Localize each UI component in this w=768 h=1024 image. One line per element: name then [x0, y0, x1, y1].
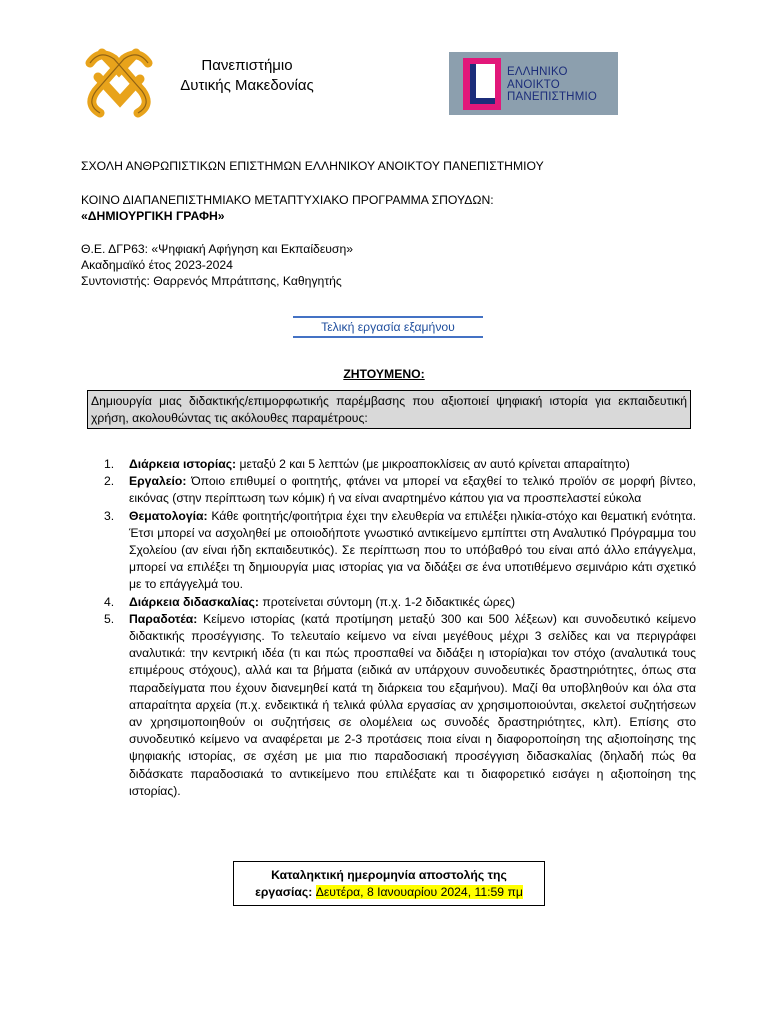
eap-logo-line2: ΑΝΟΙΚΤΟ	[507, 78, 560, 91]
university-name	[172, 56, 322, 96]
list-item-label: Διάρκεια ιστορίας:	[129, 457, 237, 471]
list-item-number: 2.	[104, 474, 115, 489]
eap-logo-text	[507, 66, 597, 104]
list-item-text: Κάθε φοιτητής/φοιτήτρια έχει την ελευθερία να επιλέξει ηλικία-στόχο και θεματική ενότητα. Έτσι μπορεί να ασχοληθεί με οποιοδήποτε γνωστικό αντικείμενο εμπίπτει στη Αναλυτικό Πρόγραμμα του Σχολείου (αν είναι ήδη εκπαιδευτικός). Σε περίπτωση που το υπόβαθρό του είναι από άλλο επάγγελμα, μπορεί να επιλέξει τη δημιουργία μιας ιστορίας για να διδάξει σε ένα υποτιθέμενο σεμινάριο κάτι σχετικό με το επάγγελμά του.	[129, 508, 696, 592]
program-name: ΚΟΙΝΟ ΔΙΑΠΑΝΕΠΙΣΤΗΜΙΑΚΟ ΜΕΤΑΠΤΥΧΙΑΚΟ ΠΡΟΓΡΑΜΜΑ ΣΠΟΥΔΩΝ:	[81, 193, 494, 207]
list-item-number: 3.	[104, 508, 115, 523]
university-name-line2: Δυτικής Μακεδονίας	[180, 77, 314, 94]
deadline-label: εργασίας:	[255, 884, 313, 899]
parameters-list	[84, 456, 696, 800]
list-item-text: προτείνεται σύντομη (π.χ. 1-2 διδακτικές ώρες)	[258, 594, 516, 609]
list-item	[84, 456, 696, 473]
coordinator: Συντονιστής: Θαρρενός Μπράτιτσης, Καθηγητής	[81, 274, 342, 288]
list-item	[84, 611, 696, 800]
course-name: Θ.Ε. ΔΓΡ63: «Ψηφιακή Αφήγηση και Εκπαίδευση»	[81, 242, 354, 256]
program-title: «ΔΗΜΙΟΥΡΓΙΚΗ ΓΡΑΦΗ»	[81, 209, 225, 223]
list-item-text: Όποιο επιθυμεί ο φοιτητής, φτάνει να μπορεί να εξαχθεί το τελικό προϊόν σε μορφή βίντεο, εικόνας (στην περίπτωση των κόμικ) ή να είναι αναρτημένο κάπου για να προσπελαστεί εύκολα	[129, 474, 696, 506]
list-item-number: 4.	[104, 594, 115, 609]
deadline-box	[233, 861, 545, 906]
requested-box: Δημιουργία μιας διδακτικής/επιμορφωτικής παρέμβασης που αξιοποιεί ψηφιακή ιστορία για εκπαιδευτική χρήση, ακολουθώντας τις ακόλουθες παραμέτρους:	[87, 390, 691, 429]
list-item-number: 1.	[104, 457, 115, 471]
list-item	[84, 473, 696, 507]
academic-year: Ακαδημαϊκό έτος 2023-2024	[81, 258, 233, 272]
requested-heading: ΖΗΤΟΥΜΕΝΟ:	[343, 367, 425, 381]
list-item-label: Εργαλείο:	[129, 474, 187, 489]
eap-logo-line3: ΠΑΝΕΠΙΣΤΗΜΙΟ	[507, 91, 598, 103]
eap-logo-mark	[463, 58, 501, 110]
list-item	[84, 508, 696, 594]
list-item-text: μεταξύ 2 και 5 λεπτών (με μικροαποκλίσεις αν αυτό κρίνεται απαραίτητο)	[236, 457, 630, 471]
deadline-line2	[234, 884, 544, 901]
list-item-text: Κείμενο ιστορίας (κατά προτίμηση μεταξύ 300 και 500 λέξεων) και συνοδευτικό κείμενο διδακτικής προσέγγισης. Το τελευταίο κείμενο να είναι μεγέθους μέχρι 3 σελίδες και να περιγράφει αναλυτικά: την κεντρική ιδέα (τι και πώς προσπαθεί να διδάξει η ιστορία)και τον στόχο (αναλυτικά τους επιμέρους στόχους), αλλά και τα βήματα (ειδικά αν υπάρχουν συνοδευτικές δραστηριότητες, όπως στα παραδείγματα που έχουν διανεμηθεί κατά τη διάρκεια του εξαμήνου). Μαζί θα υποβληθούν και όλα στα απαραίτητα αρχεία (π.χ. ενδεικτικά ή τελικά φύλλα εργασίας αν χρησιμοποιούνται, σκελετοί συζητήσεων αν χρησιμοποιηθούν οι συζητήσεις σε ολομέλεια ως συνοδές δραστηριότητες, κλπ). Επίσης στο συνοδευτικό κείμενο να αναφέρεται με 2-3 προτάσεις ποια είναι η διαφοροποίηση της αξιοποίησης της ψηφιακής ιστορίας, σε σχέση με μια πιο παραδοσιακή προσέγγιση διδασκαλίας (δηλαδή πώς θα διδάσκατε παραδοσιακά το αντικείμενο που επιλέξατε και τι διαφορετικό εισάγει η αξιοποίηση της ιστορίας).	[129, 611, 696, 798]
school-name: ΣΧΟΛΗ ΑΝΘΡΩΠΙΣΤΙΚΩΝ ΕΠΙΣΤΗΜΩΝ ΕΛΛΗΝΙΚΟΥ ΑΝΟΙΚΤΟΥ ΠΑΝΕΠΙΣΤΗΜΙΟΥ	[81, 159, 544, 173]
list-item-label: Θεματολογία:	[129, 508, 208, 523]
deadline-line1: Καταληκτική ημερομηνία αποστολής της	[271, 868, 507, 882]
eap-logo	[449, 52, 618, 115]
university-name-line1: Πανεπιστήμιο	[201, 57, 293, 74]
eap-logo-line1: ΕΛΛΗΝΙΚΟ	[507, 66, 568, 78]
list-item-label: Παραδοτέα:	[129, 611, 198, 626]
list-item-number: 5.	[104, 611, 115, 626]
list-item-label: Διάρκεια διδασκαλίας:	[129, 594, 259, 609]
university-logo	[80, 43, 158, 121]
deadline-date: Δευτέρα, 8 Ιανουαρίου 2024, 11:59 πμ	[315, 884, 523, 899]
list-item	[84, 594, 696, 611]
final-work-title: Τελική εργασία εξαμήνου	[293, 316, 483, 338]
